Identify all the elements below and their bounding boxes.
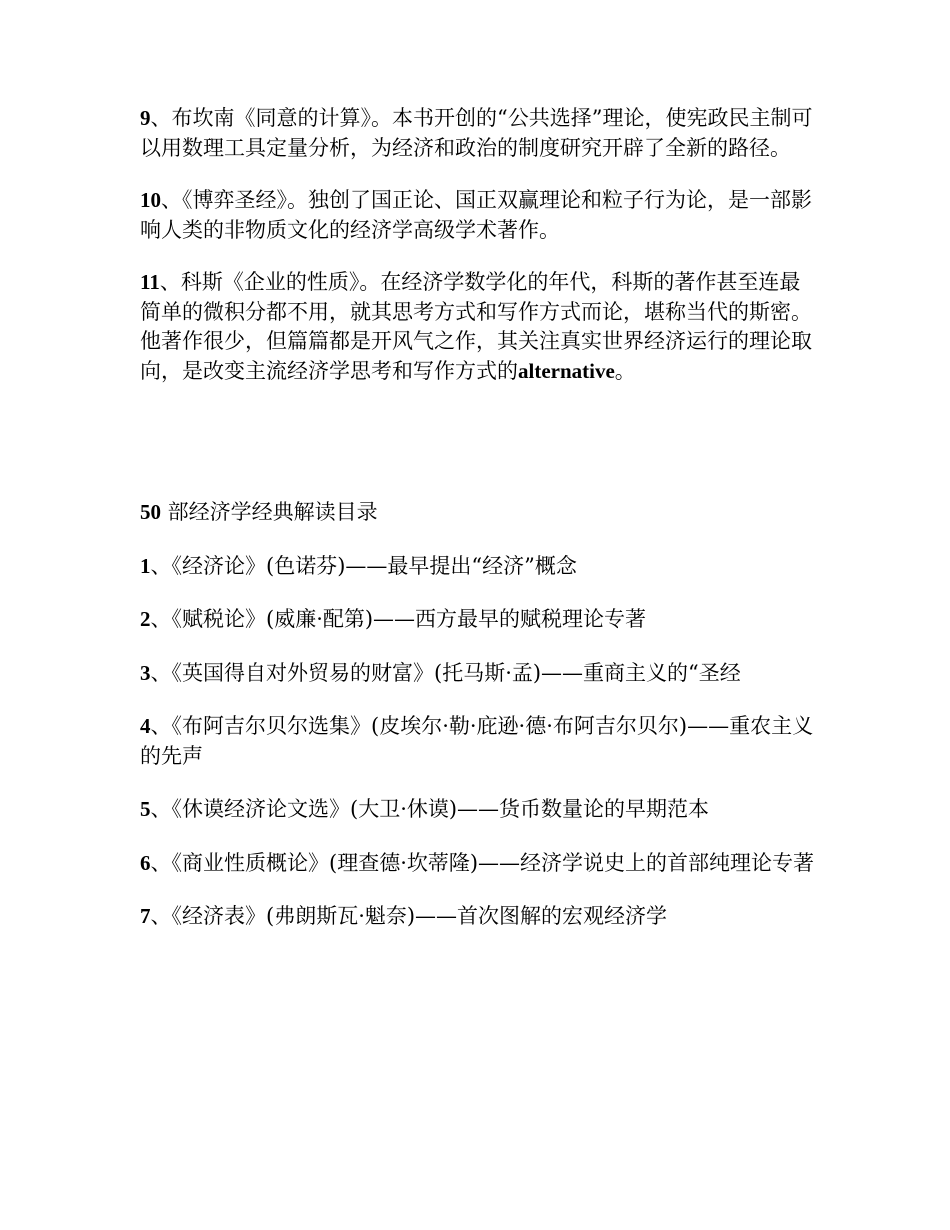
item-text: 、科斯《企业的性质》。在经济学数学化的年代，科斯的著作甚至连最简单的微积分都不用，就其思考方式和写作方式而论，堪称当代的斯密。他著作很少，但篇篇都是开风气之作，其关注真实世界经济运行的理论取向，是改变主流经济学思考和写作方式的 — [140, 270, 812, 383]
item-number: 9 — [140, 106, 151, 130]
list-item — [140, 659, 820, 689]
item-number: 2 — [140, 607, 151, 631]
intro-item-9 — [140, 104, 820, 163]
document-page — [140, 104, 820, 932]
list-item — [140, 712, 820, 771]
section-title-text: 部经济学经典解读目录 — [161, 500, 378, 524]
item-text: 、《商业性质概论》(理查德·坎蒂隆)——经济学说史上的首部纯理论专著 — [150, 850, 815, 875]
intro-item-10 — [140, 186, 820, 245]
list-item — [140, 605, 820, 635]
item-text: 、《英国得自对外贸易的财富》(托马斯·孟)——重商主义的“圣经 — [150, 660, 741, 685]
item-number: 5 — [140, 797, 151, 821]
item-number: 10 — [140, 188, 161, 212]
item-text: 、布坎南《同意的计算》。本书开创的“公共选择”理论，使宪政民主制可以用数理工具定量分析，为经济和政治的制度研究开辟了全新的路径。 — [140, 106, 813, 160]
list-item — [140, 552, 820, 582]
list-item — [140, 902, 820, 932]
item-number: 11 — [140, 270, 160, 294]
item-text: 、《布阿吉尔贝尔选集》(皮埃尔·勒·庇逊·德·布阿吉尔贝尔)——重农主义的先声 — [140, 714, 814, 768]
list-item — [140, 795, 820, 825]
item-text: 、《赋税论》(威廉·配第)——西方最早的赋税理论专著 — [150, 607, 647, 631]
item-text: 、《博弈圣经》。独创了国正论、国正双赢理论和粒子行为论，是一部影响人类的非物质文化的经济学高级学术著作。 — [140, 188, 812, 242]
section-title — [140, 498, 820, 528]
item-number: 4 — [140, 714, 151, 738]
list-item — [140, 849, 820, 879]
item-text: 、《经济论》(色诺芬)——最早提出“经济”概念 — [150, 553, 577, 578]
item-bold-word: alternative — [518, 358, 615, 383]
item-number: 6 — [140, 850, 151, 875]
item-number: 7 — [140, 904, 151, 928]
item-text: 、《经济表》(弗朗斯瓦·魁奈)——首次图解的宏观经济学 — [150, 904, 668, 928]
item-text: 、《休谟经济论文选》(大卫·休谟)——货币数量论的早期范本 — [150, 797, 710, 821]
item-number: 3 — [140, 660, 151, 685]
section-number: 50 — [140, 500, 161, 524]
item-number: 1 — [140, 553, 151, 578]
intro-item-11 — [140, 268, 820, 386]
item-tail: 。 — [614, 358, 636, 383]
